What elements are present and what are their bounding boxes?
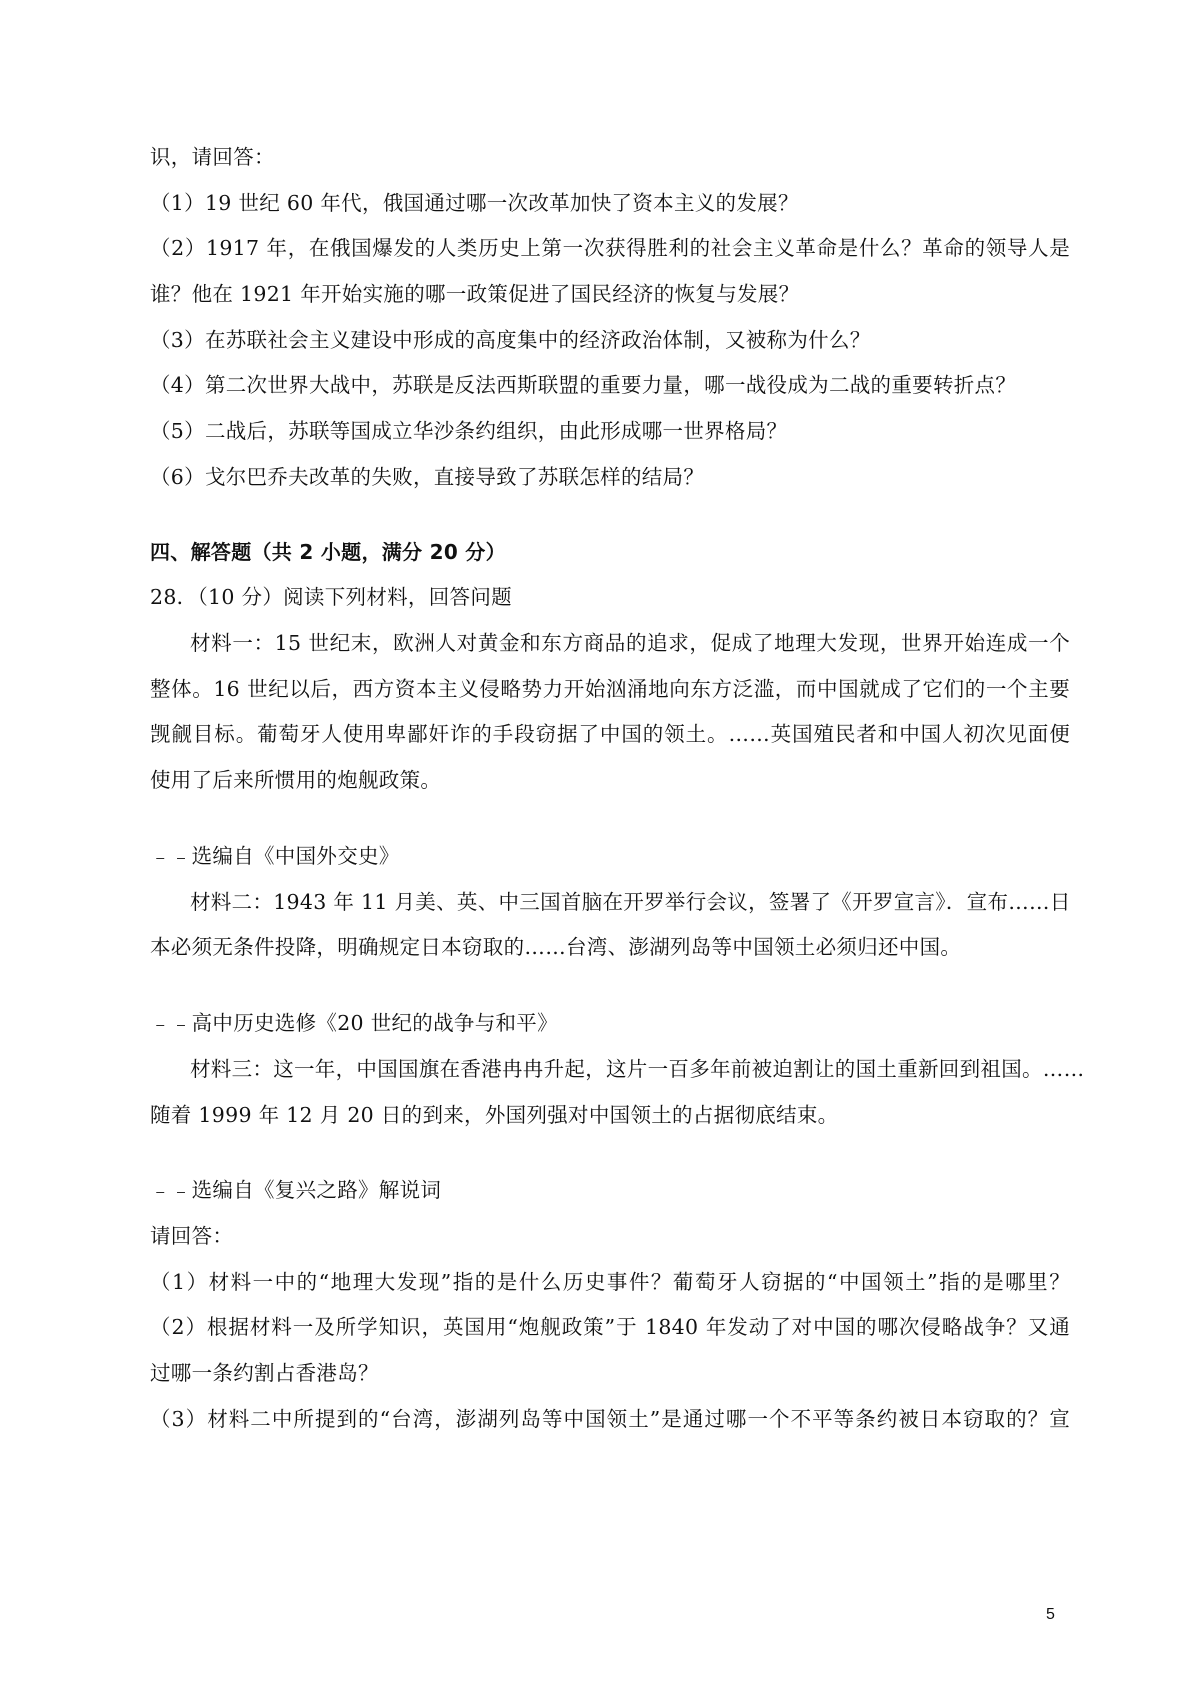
question-28-2-line2: 过哪一条约割占香港岛？ <box>150 1361 379 1385</box>
question-28-3-line1: （3）材料二中所提到的“台湾，澎湖列岛等中国领土”是通过哪一个不平等条约被日本窃取的？宣 <box>150 1407 1070 1431</box>
material-1-source: ﹣﹣选编自《中国外交史》 <box>150 844 400 868</box>
material-1-line1: 材料一：15 世纪末，欧洲人对黄金和东方商品的追求，促成了地理大发现，世界开始连成一个 <box>190 631 1070 655</box>
question-28-1: （1）材料一中的“地理大发现”指的是什么历史事件？葡萄牙人窃据的“中国领土”指的是哪里？ <box>150 1270 1070 1294</box>
section-heading: 四、解答题（共 2 小题，满分 20 分） <box>150 540 506 564</box>
question-28-title: 28．（10 分）阅读下列材料，回答问题 <box>150 585 512 609</box>
material-3-source: ﹣﹣选编自《复兴之路》解说词 <box>150 1178 442 1202</box>
material-1-line2: 整体。16 世纪以后，西方资本主义侵略势力开始汹涌地向东方泛滥，而中国就成了它们的一个主要 <box>150 677 1070 701</box>
question-27-3: （3）在苏联社会主义建设中形成的高度集中的经济政治体制，又被称为什么？ <box>150 328 871 352</box>
material-1-line4: 使用了后来所惯用的炮舰政策。 <box>150 768 442 792</box>
question-27-2-line1: （2）1917 年，在俄国爆发的人类历史上第一次获得胜利的社会主义革命是什么？革命的领导人是 <box>150 236 1070 260</box>
material-3-line2: 随着 1999 年 12 月 20 日的到来，外国列强对中国领土的占据彻底结束。 <box>150 1103 839 1127</box>
question-27-1: （1）19 世纪 60 年代，俄国通过哪一次改革加快了资本主义的发展？ <box>150 191 799 215</box>
page-number: 5 <box>1046 1606 1055 1623</box>
question-27-6: （6）戈尔巴乔夫改革的失败，直接导致了苏联怎样的结局？ <box>150 465 705 489</box>
answer-prompt: 请回答： <box>150 1224 234 1248</box>
question-27-4: （4）第二次世界大战中，苏联是反法西斯联盟的重要力量，哪一战役成为二战的重要转折点？ <box>150 373 1017 397</box>
question-27-2-line2: 谁？他在 1921 年开始实施的哪一政策促进了国民经济的恢复与发展？ <box>150 282 800 306</box>
material-2-line1: 材料二：1943 年 11 月美、英、中三国首脑在开罗举行会议，签署了《开罗宣言》．宣布……日 <box>190 890 1071 914</box>
material-1-line3: 觊觎目标。葡萄牙人使用卑鄙奸诈的手段窃据了中国的领土。……英国殖民者和中国人初次见面便 <box>150 722 1070 746</box>
question-28-2-line1: （2）根据材料一及所学知识，英国用“炮舰政策”于 1840 年发动了对中国的哪次侵略战争？又通 <box>150 1315 1070 1339</box>
material-3-line1: 材料三：这一年，中国国旗在香港冉冉升起，这片一百多年前被迫割让的国土重新回到祖国。…… <box>190 1057 1085 1081</box>
material-2-line2: 本必须无条件投降，明确规定日本窃取的……台湾、澎湖列岛等中国领土必须归还中国。 <box>150 935 962 959</box>
material-2-source: ﹣﹣高中历史选修《20 世纪的战争与和平》 <box>150 1011 558 1035</box>
question-27-5: （5）二战后，苏联等国成立华沙条约组织，由此形成哪一世界格局？ <box>150 419 788 443</box>
text-line-intro: 识，请回答： <box>150 145 275 169</box>
